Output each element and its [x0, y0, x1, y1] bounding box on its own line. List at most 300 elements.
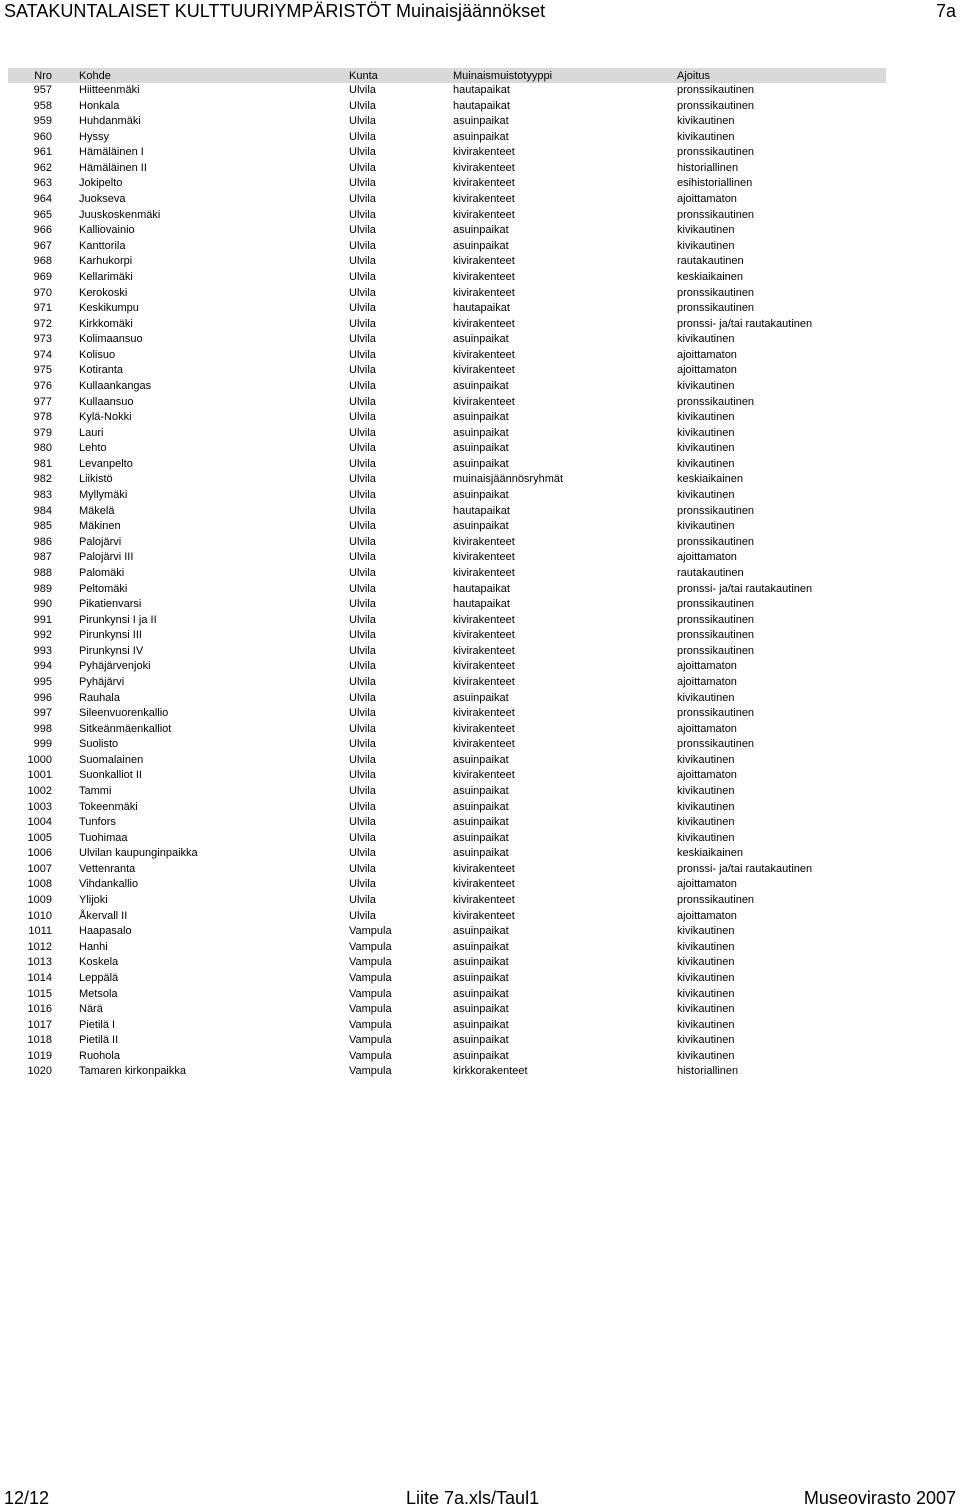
table-row	[8, 192, 886, 208]
cell-kohde: Metsola	[79, 987, 118, 1000]
cell-kunta: Ulvila	[349, 84, 376, 96]
cell-tyyppi: kivirakenteet	[453, 535, 515, 548]
cell-tyyppi: hautapaikat	[453, 84, 510, 96]
cell-nro: 1002	[27, 785, 52, 798]
cell-tyyppi: kivirakenteet	[453, 629, 515, 642]
cell-kunta: Ulvila	[349, 660, 376, 673]
cell-tyyppi: hautapaikat	[453, 582, 510, 595]
cell-kunta: Ulvila	[349, 691, 376, 704]
cell-tyyppi: kivirakenteet	[453, 769, 515, 782]
cell-ajoitus: ajoittamaton	[677, 675, 737, 688]
footer-page-number: 12/12	[4, 1488, 50, 1508]
table-row	[8, 628, 886, 644]
cell-kunta: Vampula	[349, 987, 392, 1000]
cell-tyyppi: kivirakenteet	[453, 317, 515, 330]
cell-kunta: Ulvila	[349, 317, 376, 330]
cell-tyyppi: asuinpaikat	[453, 925, 509, 938]
table-row	[8, 176, 886, 192]
table-row	[8, 675, 886, 691]
cell-nro: 1017	[27, 1018, 52, 1031]
cell-ajoitus: kivikautinen	[677, 816, 735, 829]
cell-kunta: Ulvila	[349, 598, 376, 611]
cell-ajoitus: kivikautinen	[677, 1018, 735, 1031]
cell-tyyppi: kivirakenteet	[453, 862, 515, 875]
table-row	[8, 410, 886, 426]
cell-ajoitus: kivikautinen	[677, 956, 735, 969]
table-row	[8, 800, 886, 816]
table-row	[8, 208, 886, 224]
sites-table	[8, 68, 886, 1080]
table-row	[8, 582, 886, 598]
cell-ajoitus: kivikautinen	[677, 1049, 735, 1062]
cell-kohde: Pyhäjärvi	[79, 675, 125, 688]
cell-ajoitus: pronssi- ja/tai rautakautinen	[677, 862, 813, 875]
table-row	[8, 1049, 886, 1065]
cell-kohde: Juokseva	[79, 193, 126, 206]
cell-ajoitus: kivikautinen	[677, 800, 735, 813]
table-row	[8, 784, 886, 800]
cell-nro: 962	[33, 161, 52, 174]
cell-kunta: Ulvila	[349, 348, 376, 361]
table-row	[8, 301, 886, 317]
cell-tyyppi: kivirakenteet	[453, 675, 515, 688]
cell-kohde: Hyssy	[79, 130, 109, 143]
cell-ajoitus: kivikautinen	[677, 457, 735, 470]
cell-ajoitus: ajoittamaton	[677, 878, 737, 891]
cell-ajoitus: pronssikautinen	[677, 84, 755, 96]
cell-kohde: Kellarimäki	[79, 270, 133, 283]
cell-tyyppi: kivirakenteet	[453, 177, 515, 190]
cell-kohde: Suomalainen	[79, 753, 144, 766]
cell-kunta: Ulvila	[349, 457, 376, 470]
table-row	[8, 379, 886, 395]
cell-ajoitus: keskiaikainen	[677, 473, 744, 486]
cell-ajoitus: ajoittamaton	[677, 348, 737, 361]
table-row	[8, 286, 886, 302]
cell-kunta: Ulvila	[349, 613, 376, 626]
cell-kohde: Sileenvuorenkallio	[79, 707, 169, 720]
table-row	[8, 426, 886, 442]
cell-kohde: Åkervall II	[79, 909, 128, 922]
cell-tyyppi: asuinpaikat	[453, 333, 509, 346]
table-row	[8, 940, 886, 956]
cell-ajoitus: pronssikautinen	[677, 395, 755, 408]
cell-tyyppi: kivirakenteet	[453, 909, 515, 922]
cell-tyyppi: asuinpaikat	[453, 753, 509, 766]
cell-kohde: Palojärvi III	[79, 551, 134, 564]
cell-kunta: Ulvila	[349, 99, 376, 112]
cell-kunta: Ulvila	[349, 395, 376, 408]
cell-ajoitus: pronssi- ja/tai rautakautinen	[677, 317, 813, 330]
table-row	[8, 488, 886, 504]
cell-nro: 1004	[27, 816, 52, 829]
cell-ajoitus: pronssikautinen	[677, 644, 755, 657]
cell-kunta: Ulvila	[349, 270, 376, 283]
table-row	[8, 395, 886, 411]
cell-tyyppi: asuinpaikat	[453, 785, 509, 798]
cell-kohde: Ulvilan kaupunginpaikka	[79, 847, 198, 860]
cell-kunta: Ulvila	[349, 909, 376, 922]
cell-tyyppi: kivirakenteet	[453, 395, 515, 408]
cell-tyyppi: asuinpaikat	[453, 831, 509, 844]
table-row	[8, 659, 886, 675]
table-row	[8, 862, 886, 878]
cell-ajoitus: keskiaikainen	[677, 847, 744, 860]
cell-kunta: Ulvila	[349, 286, 376, 299]
table-row	[8, 737, 886, 753]
cell-kohde: Kolimaansuo	[79, 333, 143, 346]
cell-kunta: Ulvila	[349, 862, 376, 875]
cell-nro: 1008	[27, 878, 52, 891]
cell-nro: 972	[33, 317, 52, 330]
table-row	[8, 644, 886, 660]
table-row	[8, 846, 886, 862]
cell-kohde: Suolisto	[79, 738, 119, 751]
cell-nro: 1011	[28, 925, 52, 938]
cell-kohde: Huhdanmäki	[79, 115, 141, 128]
cell-kunta: Ulvila	[349, 177, 376, 190]
table-row	[8, 1033, 886, 1049]
cell-nro: 1020	[27, 1065, 52, 1078]
cell-kunta: Ulvila	[349, 800, 376, 813]
cell-tyyppi: asuinpaikat	[453, 800, 509, 813]
cell-nro: 986	[33, 535, 52, 548]
cell-tyyppi: muinaisjäännösryhmät	[453, 473, 564, 486]
cell-tyyppi: kivirakenteet	[453, 613, 515, 626]
table-row	[8, 472, 886, 488]
cell-kohde: Pirunkynsi I ja II	[79, 613, 157, 626]
table-row	[8, 1002, 886, 1018]
cell-kohde: Tammi	[79, 785, 112, 798]
table-row	[8, 955, 886, 971]
cell-kohde: Koskela	[79, 956, 119, 969]
cell-kohde: Pirunkynsi IV	[79, 644, 144, 657]
cell-kunta: Ulvila	[349, 193, 376, 206]
table-row	[8, 145, 886, 161]
cell-tyyppi: kivirakenteet	[453, 738, 515, 751]
table-row	[8, 254, 886, 270]
cell-nro: 976	[33, 379, 52, 392]
cell-kohde: Honkala	[79, 99, 120, 112]
cell-tyyppi: asuinpaikat	[453, 956, 509, 969]
cell-kunta: Ulvila	[349, 785, 376, 798]
cell-nro: 969	[33, 270, 52, 283]
cell-ajoitus: pronssikautinen	[677, 208, 755, 221]
table-row	[8, 130, 886, 146]
table-row	[8, 1018, 886, 1034]
cell-kunta: Ulvila	[349, 535, 376, 548]
cell-ajoitus: ajoittamaton	[677, 909, 737, 922]
cell-ajoitus: pronssi- ja/tai rautakautinen	[677, 582, 813, 595]
cell-nro: 1009	[27, 894, 52, 907]
cell-tyyppi: asuinpaikat	[453, 457, 509, 470]
cell-ajoitus: kivikautinen	[677, 971, 735, 984]
cell-tyyppi: asuinpaikat	[453, 239, 509, 252]
cell-nro: 982	[33, 473, 52, 486]
cell-kunta: Ulvila	[349, 644, 376, 657]
cell-ajoitus: pronssikautinen	[677, 629, 755, 642]
cell-kunta: Ulvila	[349, 239, 376, 252]
cell-tyyppi: asuinpaikat	[453, 816, 509, 829]
cell-kunta: Ulvila	[349, 442, 376, 455]
cell-ajoitus: pronssikautinen	[677, 738, 755, 751]
cell-kohde: Juuskoskenmäki	[79, 208, 161, 221]
cell-kunta: Vampula	[349, 925, 392, 938]
cell-ajoitus: pronssikautinen	[677, 302, 755, 315]
cell-nro: 974	[33, 348, 52, 361]
cell-ajoitus: ajoittamaton	[677, 769, 737, 782]
table-row	[8, 99, 886, 115]
cell-kunta: Ulvila	[349, 847, 376, 860]
cell-nro: 975	[33, 364, 52, 377]
cell-tyyppi: kivirakenteet	[453, 270, 515, 283]
cell-tyyppi: kivirakenteet	[453, 660, 515, 673]
cell-kohde: Kotiranta	[79, 364, 124, 377]
cell-tyyppi: kivirakenteet	[453, 644, 515, 657]
cell-ajoitus: historiallinen	[677, 161, 739, 174]
cell-nro: 1014	[27, 971, 52, 984]
cell-kohde: Kullaansuo	[79, 395, 134, 408]
cell-ajoitus: kivikautinen	[677, 130, 735, 143]
cell-kunta: Vampula	[349, 1034, 392, 1047]
cell-ajoitus: kivikautinen	[677, 940, 735, 953]
cell-kohde: Suonkalliot II	[79, 769, 142, 782]
table-row	[8, 893, 886, 909]
cell-ajoitus: historiallinen	[677, 1065, 739, 1078]
column-header-ajoitus: Ajoitus	[677, 68, 886, 83]
cell-nro: 1003	[27, 800, 52, 813]
cell-ajoitus: kivikautinen	[677, 831, 735, 844]
table-row	[8, 223, 886, 239]
cell-kunta: Ulvila	[349, 816, 376, 829]
cell-nro: 990	[33, 598, 52, 611]
cell-kunta: Ulvila	[349, 224, 376, 237]
table-row	[8, 161, 886, 177]
cell-nro: 968	[33, 255, 52, 268]
cell-nro: 1006	[27, 847, 52, 860]
cell-nro: 979	[33, 426, 52, 439]
cell-nro: 1007	[27, 862, 52, 875]
cell-ajoitus: pronssikautinen	[677, 535, 755, 548]
cell-kunta: Ulvila	[349, 738, 376, 751]
cell-kunta: Ulvila	[349, 504, 376, 517]
cell-nro: 999	[33, 738, 52, 751]
page-header	[0, 0, 960, 26]
table-row	[8, 987, 886, 1003]
cell-tyyppi: kivirakenteet	[453, 348, 515, 361]
cell-kohde: Kolisuo	[79, 348, 116, 361]
cell-kunta: Ulvila	[349, 302, 376, 315]
table-row	[8, 550, 886, 566]
footer-file-name: Liite 7a.xls/Taul1	[406, 1488, 540, 1508]
table-row	[8, 348, 886, 364]
cell-ajoitus: kivikautinen	[677, 691, 735, 704]
cell-kunta: Ulvila	[349, 255, 376, 268]
cell-kohde: Lehto	[79, 442, 107, 455]
cell-tyyppi: asuinpaikat	[453, 1003, 509, 1016]
cell-kohde: Lauri	[79, 426, 104, 439]
cell-nro: 971	[33, 302, 52, 315]
cell-kohde: Pietilä I	[79, 1018, 116, 1031]
cell-tyyppi: kivirakenteet	[453, 551, 515, 564]
column-header-kunta: Kunta	[349, 68, 453, 83]
cell-ajoitus: kivikautinen	[677, 753, 735, 766]
table-body	[8, 83, 886, 1080]
cell-tyyppi: asuinpaikat	[453, 847, 509, 860]
table-row	[8, 519, 886, 535]
cell-kohde: Hanhi	[79, 940, 108, 953]
cell-kohde: Närä	[79, 1003, 103, 1016]
cell-tyyppi: hautapaikat	[453, 504, 510, 517]
cell-kohde: Kerokoski	[79, 286, 128, 299]
cell-kohde: Ruohola	[79, 1049, 120, 1062]
cell-nro: 984	[33, 504, 52, 517]
cell-kohde: Vettenranta	[79, 862, 136, 875]
cell-tyyppi: asuinpaikat	[453, 224, 509, 237]
cell-nro: 1005	[27, 831, 52, 844]
cell-kohde: Liikistö	[79, 473, 113, 486]
table-row	[8, 332, 886, 348]
table-row	[8, 441, 886, 457]
cell-ajoitus: pronssikautinen	[677, 894, 755, 907]
cell-kohde: Tunfors	[79, 816, 116, 829]
cell-kunta: Ulvila	[349, 722, 376, 735]
cell-kohde: Kirkkomäki	[79, 317, 133, 330]
cell-kunta: Ulvila	[349, 208, 376, 221]
cell-tyyppi: kivirakenteet	[453, 255, 515, 268]
cell-kunta: Vampula	[349, 1049, 392, 1062]
cell-kohde: Sitkeänmäenkalliot	[79, 722, 172, 735]
cell-kunta: Ulvila	[349, 115, 376, 128]
cell-tyyppi: asuinpaikat	[453, 520, 509, 533]
cell-tyyppi: kirkkorakenteet	[453, 1065, 528, 1078]
cell-kohde: Peltomäki	[79, 582, 128, 595]
cell-tyyppi: asuinpaikat	[453, 426, 509, 439]
cell-kunta: Vampula	[349, 956, 392, 969]
cell-kunta: Ulvila	[349, 379, 376, 392]
cell-ajoitus: kivikautinen	[677, 520, 735, 533]
cell-nro: 981	[33, 457, 52, 470]
cell-tyyppi: kivirakenteet	[453, 208, 515, 221]
table-row	[8, 239, 886, 255]
cell-tyyppi: asuinpaikat	[453, 489, 509, 502]
cell-ajoitus: esihistoriallinen	[677, 177, 753, 190]
cell-kunta: Vampula	[349, 1003, 392, 1016]
cell-kunta: Ulvila	[349, 769, 376, 782]
cell-kohde: Karhukorpi	[79, 255, 133, 268]
cell-ajoitus: kivikautinen	[677, 411, 735, 424]
table-row	[8, 815, 886, 831]
cell-kunta: Ulvila	[349, 364, 376, 377]
cell-nro: 1012	[27, 940, 52, 953]
cell-nro: 998	[33, 722, 52, 735]
cell-kunta: Ulvila	[349, 473, 376, 486]
table-row	[8, 114, 886, 130]
table-row	[8, 753, 886, 769]
cell-kunta: Ulvila	[349, 551, 376, 564]
cell-kohde: Keskikumpu	[79, 302, 139, 315]
cell-kohde: Pietilä II	[79, 1034, 119, 1047]
cell-ajoitus: pronssikautinen	[677, 613, 755, 626]
footer-source: Museovirasto 2007	[803, 1488, 956, 1508]
cell-nro: 988	[33, 566, 52, 579]
cell-nro: 970	[33, 286, 52, 299]
cell-kunta: Ulvila	[349, 707, 376, 720]
cell-kohde: Tokeenmäki	[79, 800, 138, 813]
cell-kunta: Ulvila	[349, 675, 376, 688]
cell-ajoitus: kivikautinen	[677, 333, 735, 346]
cell-tyyppi: asuinpaikat	[453, 987, 509, 1000]
cell-tyyppi: asuinpaikat	[453, 442, 509, 455]
cell-kohde: Rauhala	[79, 691, 120, 704]
cell-kohde: Palojärvi	[79, 535, 122, 548]
cell-kohde: Tuohimaa	[79, 831, 128, 844]
cell-kunta: Ulvila	[349, 894, 376, 907]
cell-nro: 958	[33, 99, 52, 112]
cell-kohde: Kylä-Nokki	[79, 411, 132, 424]
cell-tyyppi: kivirakenteet	[453, 878, 515, 891]
cell-nro: 959	[33, 115, 52, 128]
cell-kunta: Ulvila	[349, 146, 376, 159]
cell-kunta: Ulvila	[349, 333, 376, 346]
cell-tyyppi: asuinpaikat	[453, 1034, 509, 1047]
header-title: SATAKUNTALAISET KULTTUURIYMPÄRISTÖT	[4, 1, 392, 21]
cell-kohde: Pikatienvarsi	[79, 598, 142, 611]
cell-nro: 992	[33, 629, 52, 642]
table-row	[8, 706, 886, 722]
cell-tyyppi: asuinpaikat	[453, 115, 509, 128]
cell-nro: 1018	[27, 1034, 52, 1047]
cell-nro: 961	[33, 146, 52, 159]
cell-nro: 994	[33, 660, 52, 673]
table-row	[8, 613, 886, 629]
cell-kunta: Ulvila	[349, 130, 376, 143]
cell-kunta: Vampula	[349, 940, 392, 953]
cell-tyyppi: hautapaikat	[453, 302, 510, 315]
cell-kohde: Hiitteenmäki	[79, 84, 140, 96]
cell-nro: 1019	[27, 1049, 52, 1062]
cell-ajoitus: kivikautinen	[677, 489, 735, 502]
cell-ajoitus: kivikautinen	[677, 426, 735, 439]
cell-tyyppi: asuinpaikat	[453, 691, 509, 704]
cell-ajoitus: kivikautinen	[677, 925, 735, 938]
column-header-kohde: Kohde	[79, 68, 349, 83]
cell-nro: 1010	[27, 909, 52, 922]
table-row	[8, 317, 886, 333]
cell-nro: 993	[33, 644, 52, 657]
cell-kohde: Levanpelto	[79, 457, 133, 470]
table-row	[8, 363, 886, 379]
cell-nro: 991	[33, 613, 52, 626]
table-row	[8, 971, 886, 987]
cell-kohde: Pyhäjärvenjoki	[79, 660, 151, 673]
cell-ajoitus: pronssikautinen	[677, 99, 755, 112]
cell-kunta: Ulvila	[349, 411, 376, 424]
cell-nro: 967	[33, 239, 52, 252]
cell-kunta: Ulvila	[349, 489, 376, 502]
cell-kohde: Tamaren kirkonpaikka	[79, 1065, 186, 1078]
cell-ajoitus: pronssikautinen	[677, 146, 755, 159]
table-row	[8, 768, 886, 784]
cell-nro: 1016	[27, 1003, 52, 1016]
cell-tyyppi: kivirakenteet	[453, 286, 515, 299]
cell-kohde: Vihdankallio	[79, 878, 139, 891]
table-row	[8, 504, 886, 520]
table-row	[8, 566, 886, 582]
cell-nro: 966	[33, 224, 52, 237]
table-row	[8, 877, 886, 893]
cell-nro: 989	[33, 582, 52, 595]
